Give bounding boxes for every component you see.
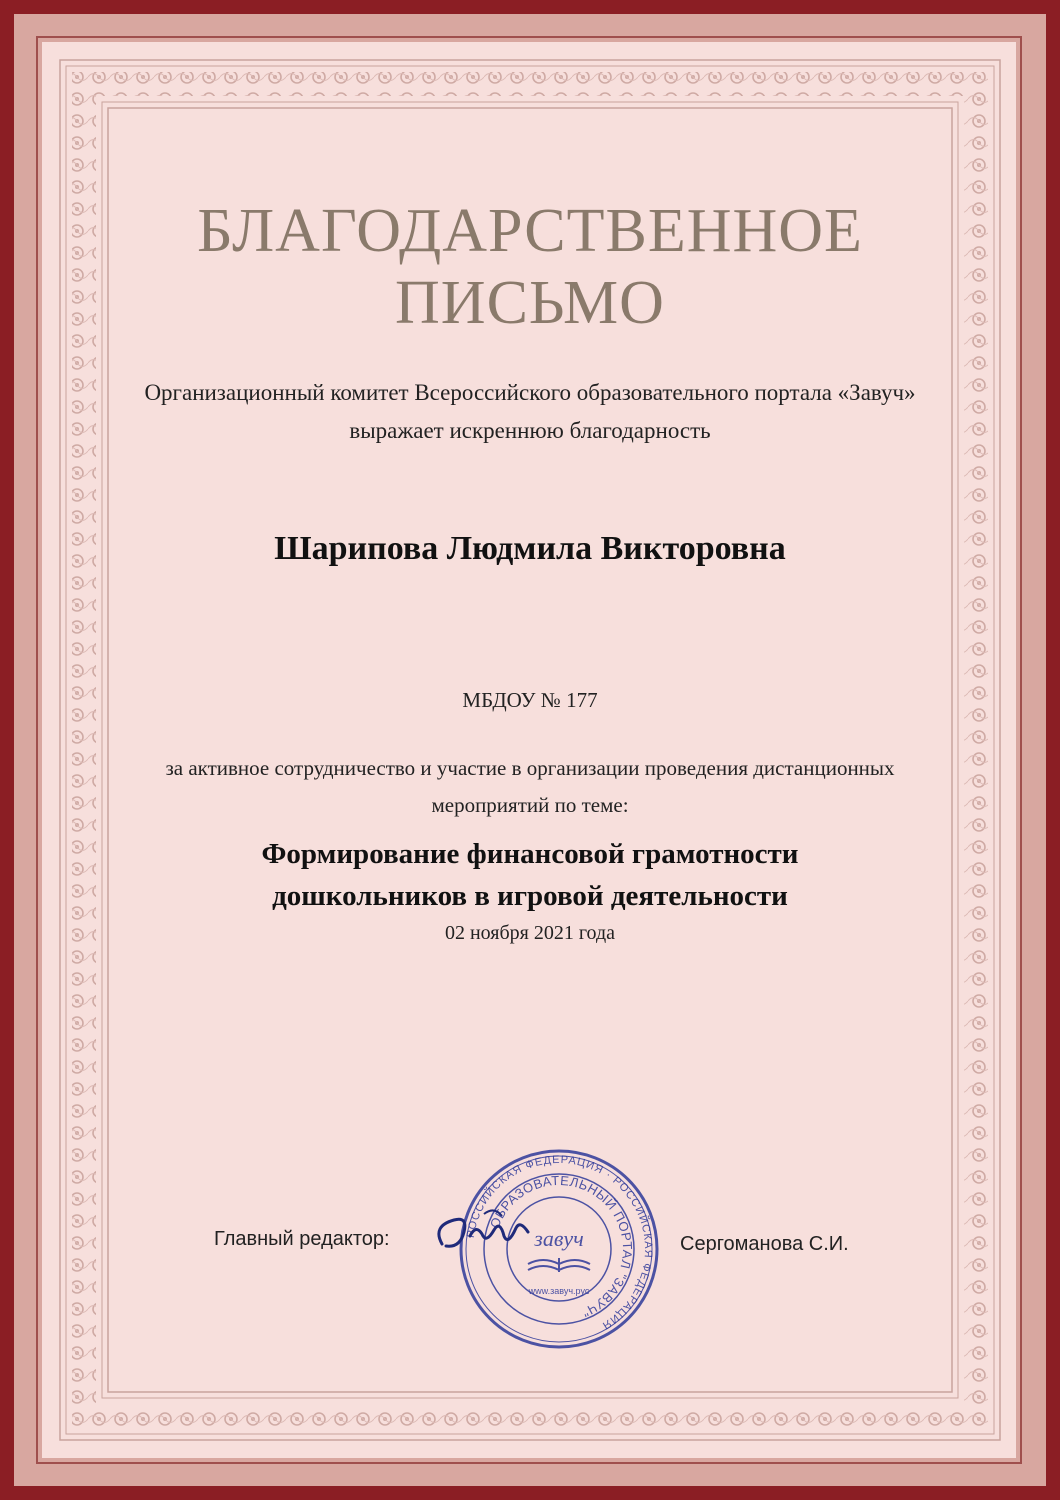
event-date: 02 ноября 2021 года [444,922,616,944]
signatory-name: Сергоманова С.И. [680,1233,849,1255]
reason-text: за активное сотрудничество и участие в организации проведения дистанционных мероприятий по теме: [165,756,895,817]
certificate-title-line1: БЛАГОДАРСТВЕННОЕ [197,197,863,265]
signature-label: Главный редактор: [214,1228,390,1250]
intro-text: Организационный комитет Всероссийского образовательного портала «Завуч» выражает искреннюю благодарность [144,380,916,443]
svg-text:www.завуч.рус: www.завуч.рус [528,1286,590,1296]
handwritten-signature [424,1196,614,1266]
svg-text:ОБРАЗОВАТЕЛЬНЫЙ ПОРТАЛ "ЗАВУЧ": ОБРАЗОВАТЕЛЬНЫЙ ПОРТАЛ "ЗАВУЧ" [486,1172,636,1321]
svg-text:РОССИЙСКАЯ ФЕДЕРАЦИЯ · РОССИЙС: РОССИЙСКАЯ ФЕДЕРАЦИЯ · РОССИЙСКАЯ ФЕДЕРАЦИЯ [464,1153,655,1332]
recipient-name: Шарипова Людмила Викторовна [274,530,786,567]
certificate-title-line2: ПИСЬМО [395,269,665,337]
topic-line1: Формирование финансовой грамотности [261,838,799,870]
svg-text:завуч: завуч [534,1226,584,1251]
organization: МБДОУ № 177 [462,688,598,712]
topic-line2: дошкольников в игровой деятельности [272,880,788,912]
topic [130,833,930,917]
